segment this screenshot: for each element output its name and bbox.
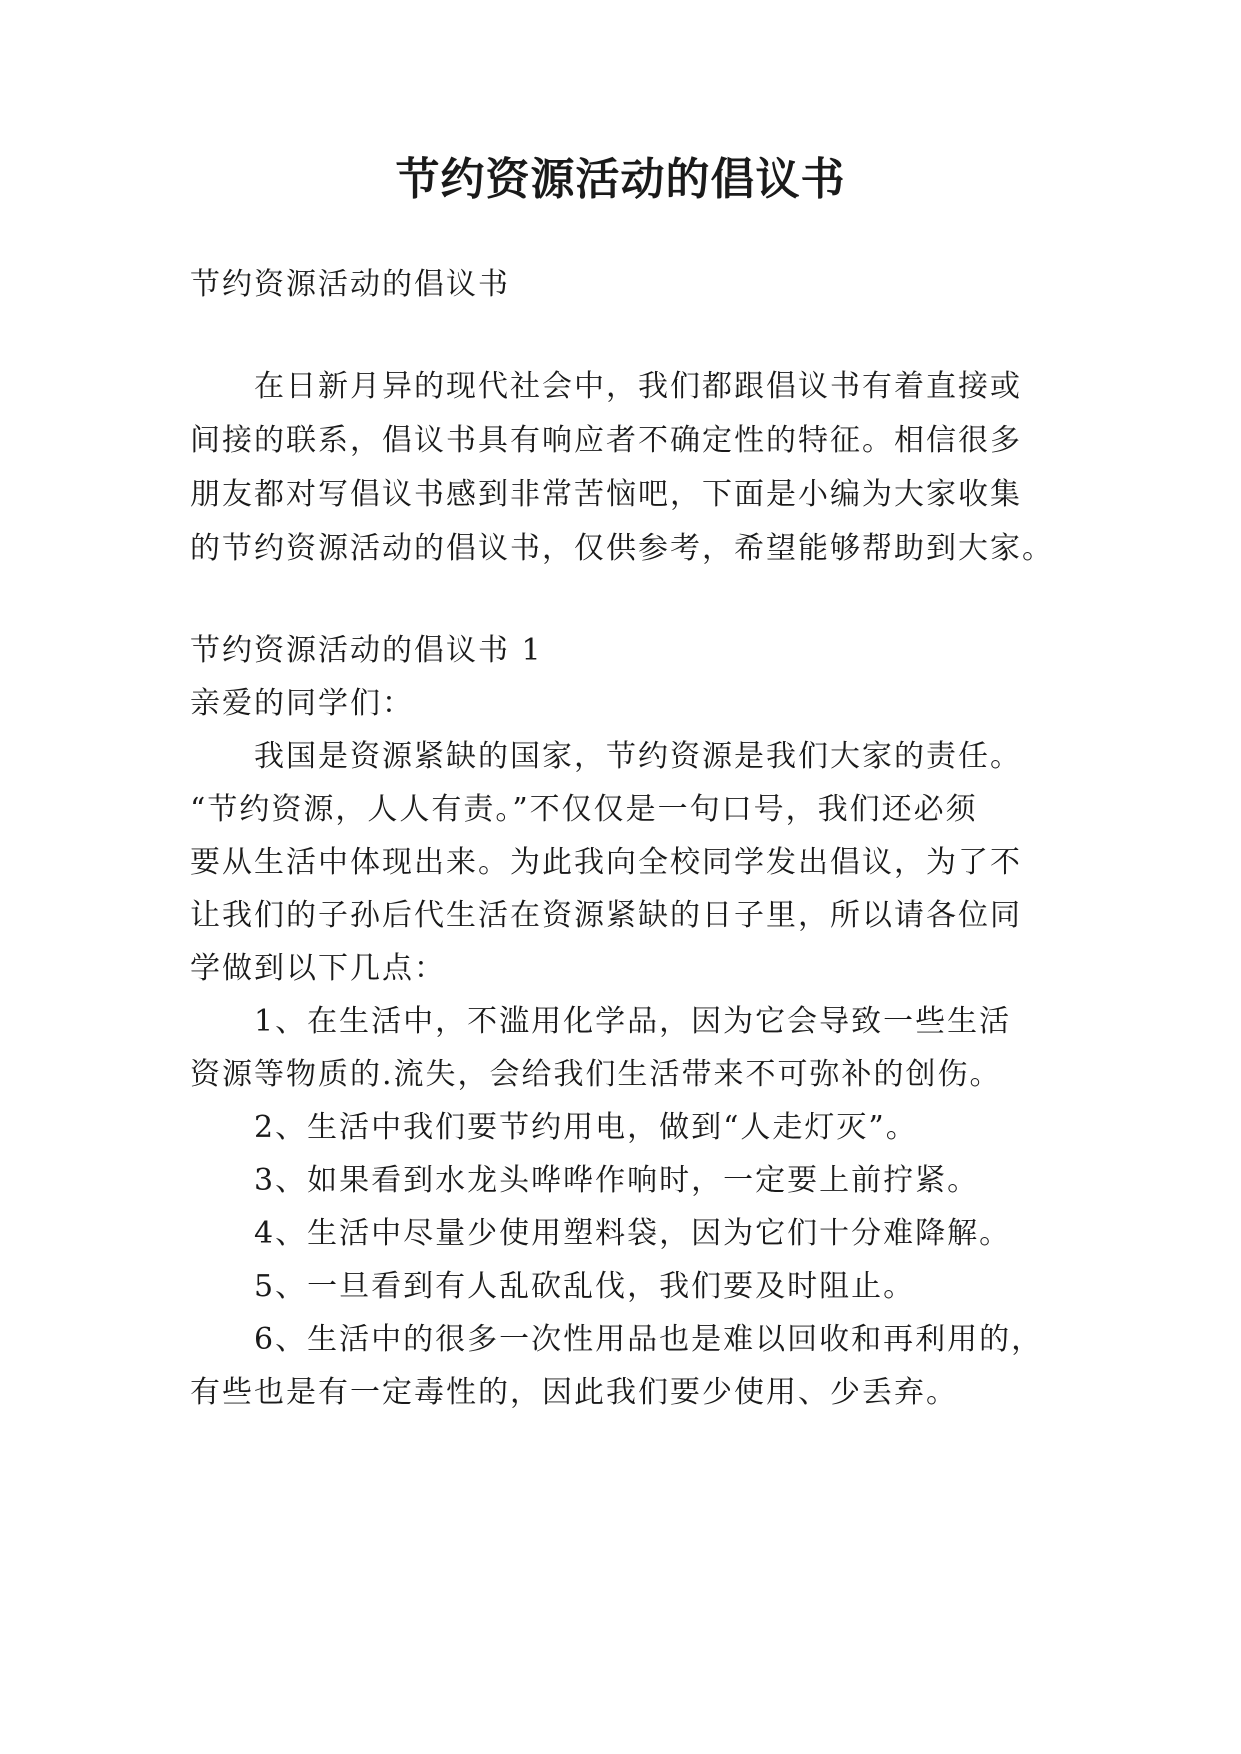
point-line: 有些也是有一定毒性的，因此我们要少使用、少丢弃。 xyxy=(190,1375,958,1410)
point-line: 资源等物质的.流失，会给我们生活带来不可弥补的创伤。 xyxy=(190,1057,1002,1092)
intro-line: 朋友都对写倡议书感到非常苦恼吧，下面是小编为大家收集 xyxy=(190,477,1022,512)
intro-line: 的节约资源活动的倡议书，仅供参考，希望能够帮助到大家。 xyxy=(190,531,1054,566)
point-line: 3、如果看到水龙头哗哗作响时，一定要上前拧紧。 xyxy=(254,1163,980,1198)
document-title: 节约资源活动的倡议书 xyxy=(395,154,846,205)
section-heading: 节约资源活动的倡议书 1 xyxy=(190,633,543,668)
subtitle: 节约资源活动的倡议书 xyxy=(190,267,510,302)
point-line: 4、生活中尽量少使用塑料袋，因为它们十分难降解。 xyxy=(254,1216,1012,1251)
body-line: “节约资源，人人有责。”不仅仅是一句口号，我们还必须 xyxy=(190,792,978,827)
point-line: 2、生活中我们要节约用电，做到“人走灯灭”。 xyxy=(254,1110,918,1145)
salutation: 亲爱的同学们： xyxy=(190,686,414,721)
point-line: 1、在生活中，不滥用化学品，因为它会导致一些生活 xyxy=(254,1004,1012,1039)
body-line: 我国是资源紧缺的国家，节约资源是我们大家的责任。 xyxy=(254,739,1022,774)
point-line: 6、生活中的很多一次性用品也是难以回收和再利用的， xyxy=(254,1322,1044,1357)
body-line: 学做到以下几点： xyxy=(190,951,446,986)
intro-line: 间接的联系，倡议书具有响应者不确定性的特征。相信很多 xyxy=(190,423,1022,458)
point-line: 5、一旦看到有人乱砍乱伐，我们要及时阻止。 xyxy=(254,1269,916,1304)
intro-line: 在日新月异的现代社会中，我们都跟倡议书有着直接或 xyxy=(254,369,1022,404)
body-line: 要从生活中体现出来。为此我向全校同学发出倡议，为了不 xyxy=(190,845,1022,880)
body-line: 让我们的子孙后代生活在资源紧缺的日子里，所以请各位同 xyxy=(190,898,1022,933)
